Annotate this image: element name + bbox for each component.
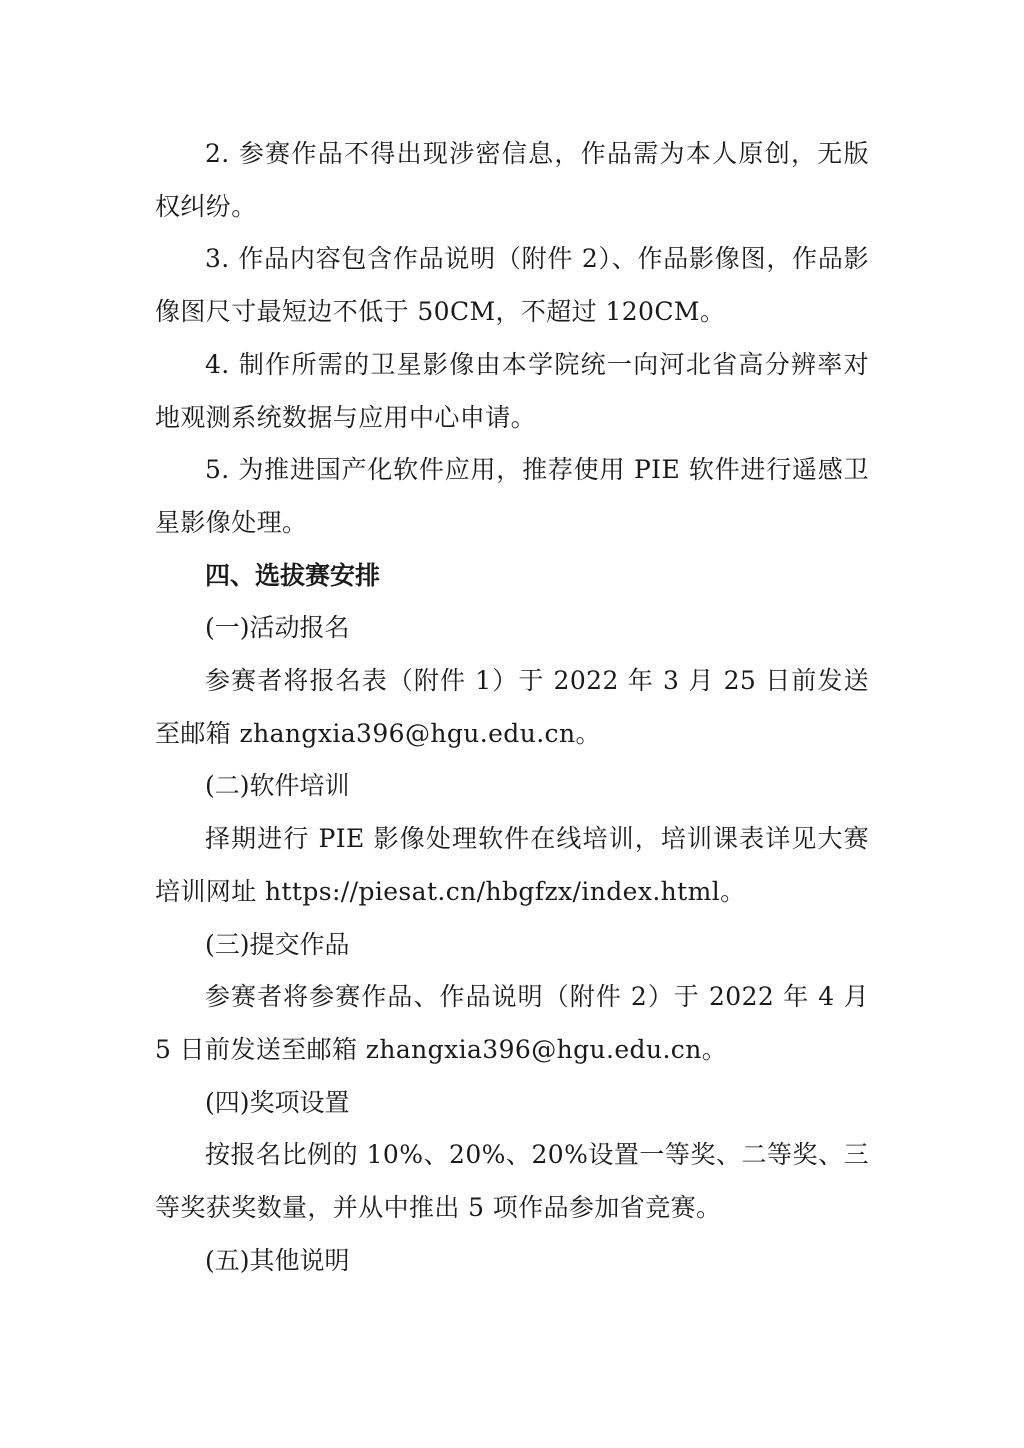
document-page — [155, 128, 869, 1287]
subheading-software-training: (二)软件培训 — [205, 771, 350, 801]
subheading-registration: (一)活动报名 — [205, 613, 350, 643]
paragraph-software-training: 择期进行 PIE 影像处理软件在线培训，培训课表详见大赛培训网址 https://piesat.cn/hbgfzx/index.html。 — [155, 824, 869, 906]
paragraph-item-4: 4. 制作所需的卫星影像由本学院统一向河北省高分辨率对地观测系统数据与应用中心申请。 — [155, 349, 869, 432]
paragraph-awards: 按报名比例的 10%、20%、20%设置一等奖、二等奖、三等奖获奖数量，并从中推出 5 项作品参加省竞赛。 — [155, 1140, 869, 1223]
paragraph-registration: 参赛者将报名表（附件 1）于 2022 年 3 月 25 日前发送至邮箱 zhangxia396@hgu.edu.cn。 — [155, 666, 869, 748]
paragraph-submit-work: 参赛者将参赛作品、作品说明（附件 2）于 2022 年 4 月 5 日前发送至邮箱 zhangxia396@hgu.edu.cn。 — [155, 982, 869, 1064]
paragraph-item-5: 5. 为推进国产化软件应用，推荐使用 PIE 软件进行遥感卫星影像处理。 — [155, 455, 869, 537]
paragraph-item-3: 3. 作品内容包含作品说明（附件 2）、作品影像图，作品影像图尺寸最短边不低于 50CM，不超过 120CM。 — [155, 244, 869, 327]
paragraph-item-2: 2. 参赛作品不得出现涉密信息，作品需为本人原创，无版权纠纷。 — [155, 139, 869, 221]
section-heading-selection-arrangement: 四、选拔赛安排 — [205, 560, 381, 590]
subheading-submit-work: (三)提交作品 — [205, 929, 350, 959]
subheading-awards: (四)奖项设置 — [205, 1087, 350, 1117]
subheading-other-notes: (五)其他说明 — [205, 1245, 350, 1275]
